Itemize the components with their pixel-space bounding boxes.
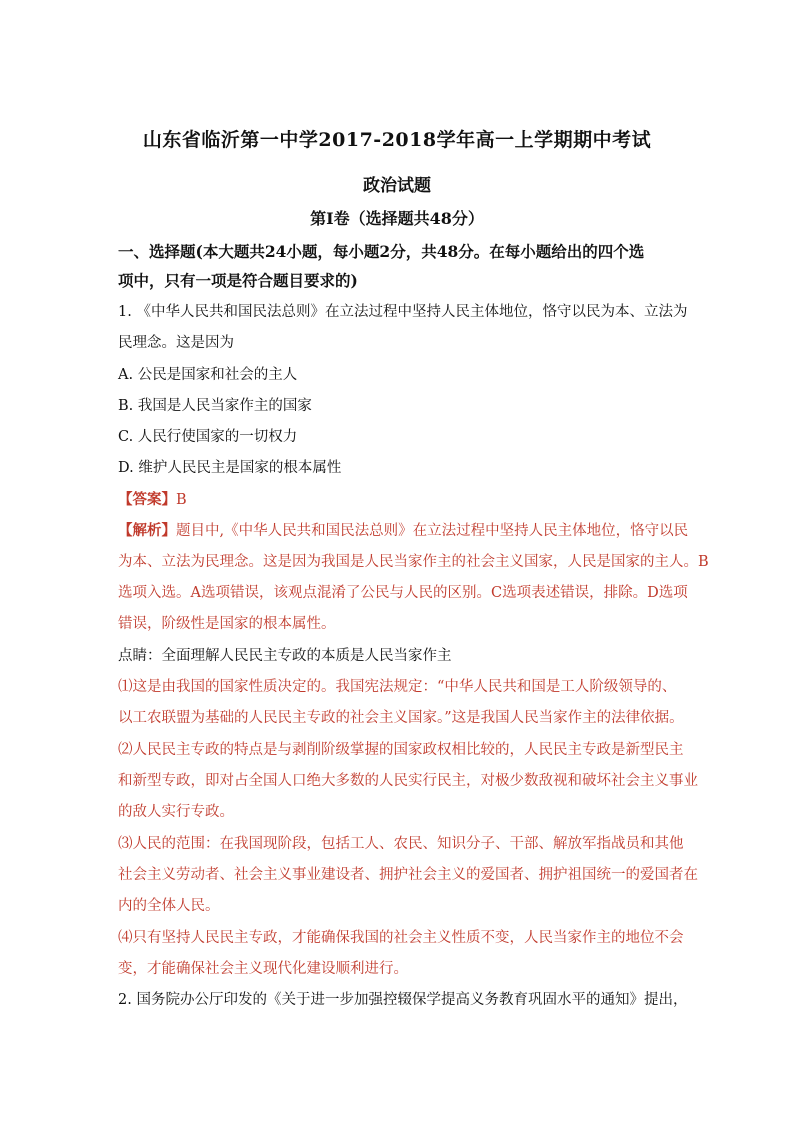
q1-stem-line-2: 民理念。这是因为 [118, 335, 234, 351]
q1-point-line-4: 和新型专政，即对占全国人口绝大多数的人民实行民主，对极少数敌视和破坏社会主义事业 [118, 773, 698, 789]
q1-tip: 点睛：全面理解人民民主专政的本质是人民当家作主 [118, 648, 452, 664]
analysis-label: 【解析】 [118, 522, 176, 539]
q1-point-line-7: 社会主义劳动者、社会主义事业建设者、拥护社会主义的爱国者、拥护祖国统一的爱国者在 [118, 867, 698, 883]
answer-label: 【答案】 [118, 491, 176, 508]
analysis-text-1: 题目中,《中华人民共和国民法总则》在立法过程中坚持人民主体地位，恪守以民 [176, 523, 689, 539]
q1-point-line-1: ⑴这是由我国的国家性质决定的。我国宪法规定：“中华人民共和国是工人阶级领导的、 [118, 679, 677, 695]
q1-option-c: C. 人民行使国家的一切权力 [118, 429, 298, 445]
section-heading: 第Ⅰ卷（选择题共48分） [310, 209, 484, 228]
q1-analysis-line-2: 为本、立法为民理念。这是因为我国是人民当家作主的社会主义国家，人民是国家的主人。B [118, 554, 709, 570]
exam-subtitle: 政治试题 [363, 176, 431, 196]
q1-point-line-3: ⑵人民民主专政的特点是与剥削阶级掌握的国家政权相比较的，人民民主专政是新型民主 [118, 742, 684, 758]
q1-point-line-8: 内的全体人民。 [118, 898, 220, 914]
q1-point-line-2: 以工农联盟为基础的人民民主专政的社会主义国家。”这是我国人民当家作主的法律依据。 [118, 710, 684, 726]
exam-title: 山东省临沂第一中学2017-2018学年高一上学期期中考试 [142, 129, 652, 151]
q2-stem-line-1: 2. 国务院办公厅印发的《关于进一步加强控辍保学提高义务教育巩固水平的通知》提出， [118, 992, 688, 1008]
q1-stem-line-1: 1. 《中华人民共和国民法总则》在立法过程中坚持人民主体地位，恪守以民为本、立法为 [118, 304, 688, 320]
q1-point-line-9: ⑷只有坚持人民民主专政，才能确保我国的社会主义性质不变，人民当家作主的地位不会 [118, 930, 684, 946]
q1-option-b: B. 我国是人民当家作主的国家 [118, 398, 312, 414]
q1-analysis-line-1 [118, 519, 688, 540]
q1-point-line-6: ⑶人民的范围：在我国现阶段，包括工人、农民、知识分子、干部、解放军指战员和其他 [118, 836, 684, 852]
q1-analysis-line-4: 错误，阶级性是国家的根本属性。 [118, 616, 336, 632]
q1-option-a: A. 公民是国家和社会的主人 [118, 367, 298, 383]
q1-point-line-10: 变，才能确保社会主义现代化建设顺利进行。 [118, 961, 408, 977]
q1-analysis-line-3: 选项入选。A选项错误，该观点混淆了公民与人民的区别。C选项表述错误，排除。D选项 [118, 585, 688, 601]
answer-value: B [176, 492, 187, 508]
q1-answer [118, 488, 187, 509]
instructions-line-2: 项中，只有一项是符合题目要求的) [118, 271, 358, 290]
q1-point-line-5: 的敌人实行专政。 [118, 804, 234, 820]
instructions-line-1: 一、选择题(本大题共24小题，每小题2分，共48分。在每小题给出的四个选 [118, 242, 645, 261]
q1-option-d: D. 维护人民民主是国家的根本属性 [118, 460, 342, 476]
